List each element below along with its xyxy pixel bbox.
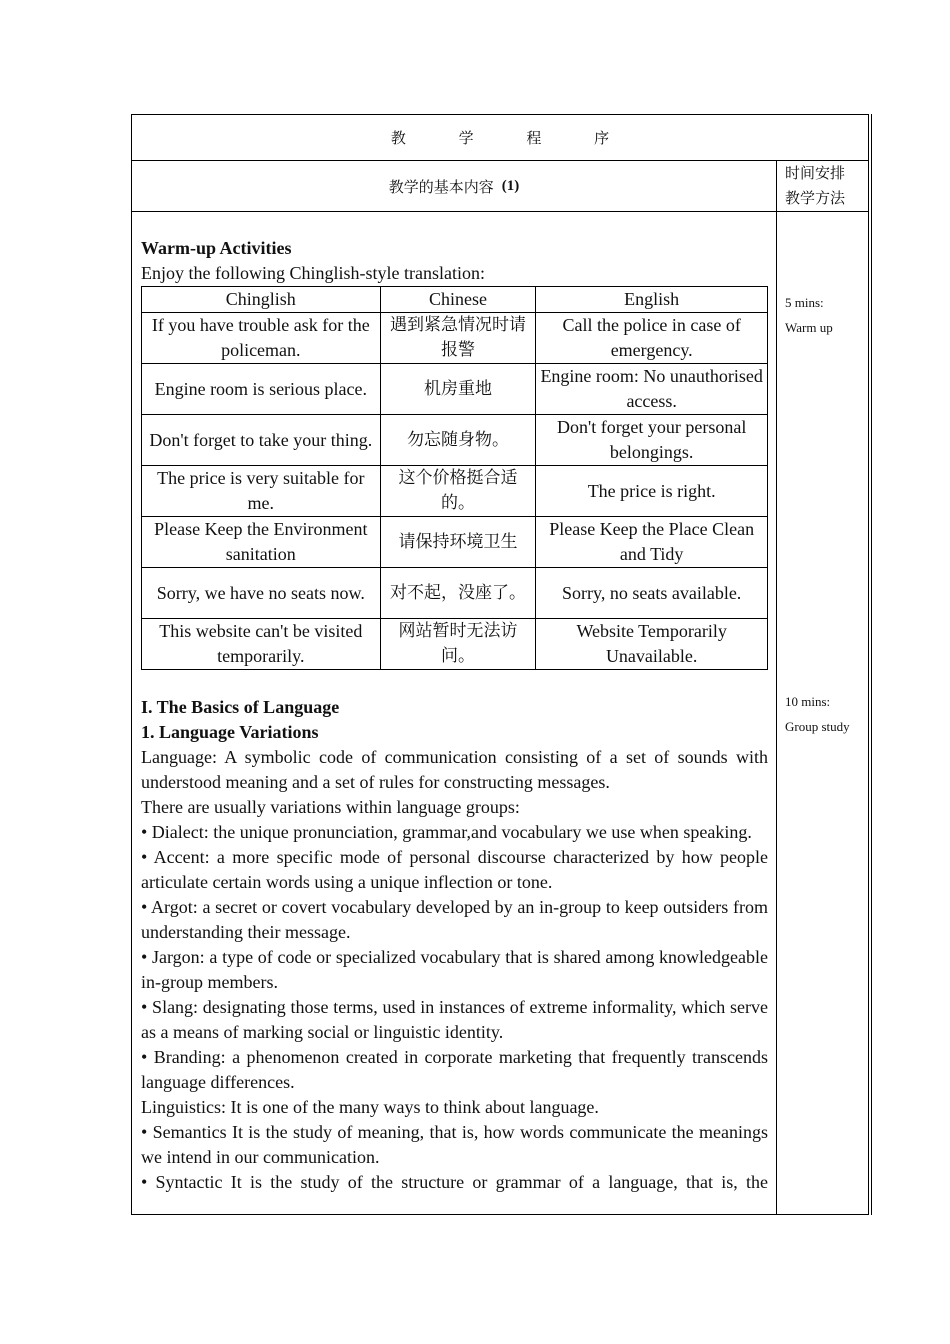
spacer	[141, 670, 776, 695]
group-method: Group study	[785, 719, 850, 734]
cell-english: The price is right.	[536, 466, 768, 517]
main-content	[132, 212, 777, 1214]
table-row	[142, 619, 768, 670]
cell-english: Call the police in case of emergency.	[536, 313, 768, 364]
warmup-method: Warm up	[785, 320, 833, 335]
cell-chinese: 遇到紧急情况时请报警	[380, 313, 536, 364]
table-row	[142, 517, 768, 568]
content-label: 教学的基本内容	[388, 177, 494, 196]
bullet-dialect: • Dialect: the unique pronunciation, grammar,and vocabulary we use when speaking.	[141, 822, 752, 842]
group-time-note	[785, 689, 850, 739]
content-number: (1)	[501, 177, 520, 194]
cell-chinese: 请保持环境卫生	[380, 517, 536, 568]
header-row	[132, 161, 868, 212]
cell-english: Engine room: No unauthorised access.	[536, 364, 768, 415]
bullet-jargon: • Jargon: a type of code or specialized vocabulary that is shared among knowledgeable in-group members.	[141, 947, 768, 992]
table-row	[142, 568, 768, 619]
bullet-branding: • Branding: a phenomenon created in corporate marketing that frequently transcends language differences.	[141, 1047, 768, 1092]
translation-table-header	[142, 287, 768, 313]
cell-chinese: 这个价格挺合适的。	[380, 466, 536, 517]
warmup-time: 5 mins:	[785, 295, 824, 310]
table-row	[142, 415, 768, 466]
group-time: 10 mins:	[785, 694, 831, 709]
section-title: I. The Basics of Language	[141, 697, 340, 717]
bullet-semantics: • Semantics It is the study of meaning, that is, how words communicate the meanings we intend in our communication.	[141, 1122, 768, 1167]
cell-chinglish: Don't forget to take your thing.	[142, 415, 381, 466]
procedure-title: 教 学 程 序	[132, 115, 868, 161]
table-row	[142, 364, 768, 415]
warmup-intro: Enjoy the following Chinglish-style translation:	[141, 263, 485, 283]
cell-english: Don't forget your personal belongings.	[536, 415, 768, 466]
cell-chinglish: This website can't be visited temporarily.	[142, 619, 381, 670]
side-column	[777, 212, 867, 1214]
side-header-line2: 教学方法	[785, 189, 846, 207]
language-definition: Language: A symbolic code of communication consisting of a set of sounds with understood meaning and a set of rules for constructing messages.	[141, 747, 768, 792]
translation-table	[141, 286, 768, 670]
column-chinese: Chinese	[380, 287, 536, 313]
bullet-argot: • Argot: a secret or covert vocabulary developed by an in-group to keep outsiders from understanding their message.	[141, 897, 768, 942]
cell-chinglish: The price is very suitable for me.	[142, 466, 381, 517]
content-header	[132, 161, 777, 211]
table-row	[142, 313, 768, 364]
cell-chinese: 网站暂时无法访问。	[380, 619, 536, 670]
column-english: English	[536, 287, 768, 313]
table-row	[142, 466, 768, 517]
side-header-line1: 时间安排	[785, 164, 846, 182]
bullet-slang: • Slang: designating those terms, used in instances of extreme informality, which serve as a means of marking social or linguistic identity.	[141, 997, 768, 1042]
cell-chinglish: If you have trouble ask for the policeman.	[142, 313, 381, 364]
bullet-syntactic: • Syntactic It is the study of the structure or grammar of a language, that is, the	[141, 1172, 768, 1192]
column-chinglish: Chinglish	[142, 287, 381, 313]
cell-english: Website Temporarily Unavailable.	[536, 619, 768, 670]
cell-chinese: 机房重地	[380, 364, 536, 415]
cell-english: Sorry, no seats available.	[536, 568, 768, 619]
warmup-title: Warm-up Activities	[141, 238, 292, 258]
bullet-accent: • Accent: a more specific mode of personal discourse characterized by how people articulate certain words using a unique inflection or tone.	[141, 847, 768, 892]
cell-chinese: 对不起，没座了。	[380, 568, 536, 619]
cell-chinglish: Sorry, we have no seats now.	[142, 568, 381, 619]
side-header	[777, 161, 867, 211]
linguistics-intro: Linguistics: It is one of the many ways to think about language.	[141, 1097, 599, 1117]
procedure-table	[131, 114, 869, 1215]
cell-chinglish: Engine room is serious place.	[142, 364, 381, 415]
cell-english: Please Keep the Place Clean and Tidy	[536, 517, 768, 568]
variations-intro: There are usually variations within language groups:	[141, 797, 520, 817]
subsection-title: 1. Language Variations	[141, 722, 319, 742]
cell-chinglish: Please Keep the Environment sanitation	[142, 517, 381, 568]
cell-chinese: 勿忘随身物。	[380, 415, 536, 466]
warmup-time-note	[785, 290, 833, 340]
